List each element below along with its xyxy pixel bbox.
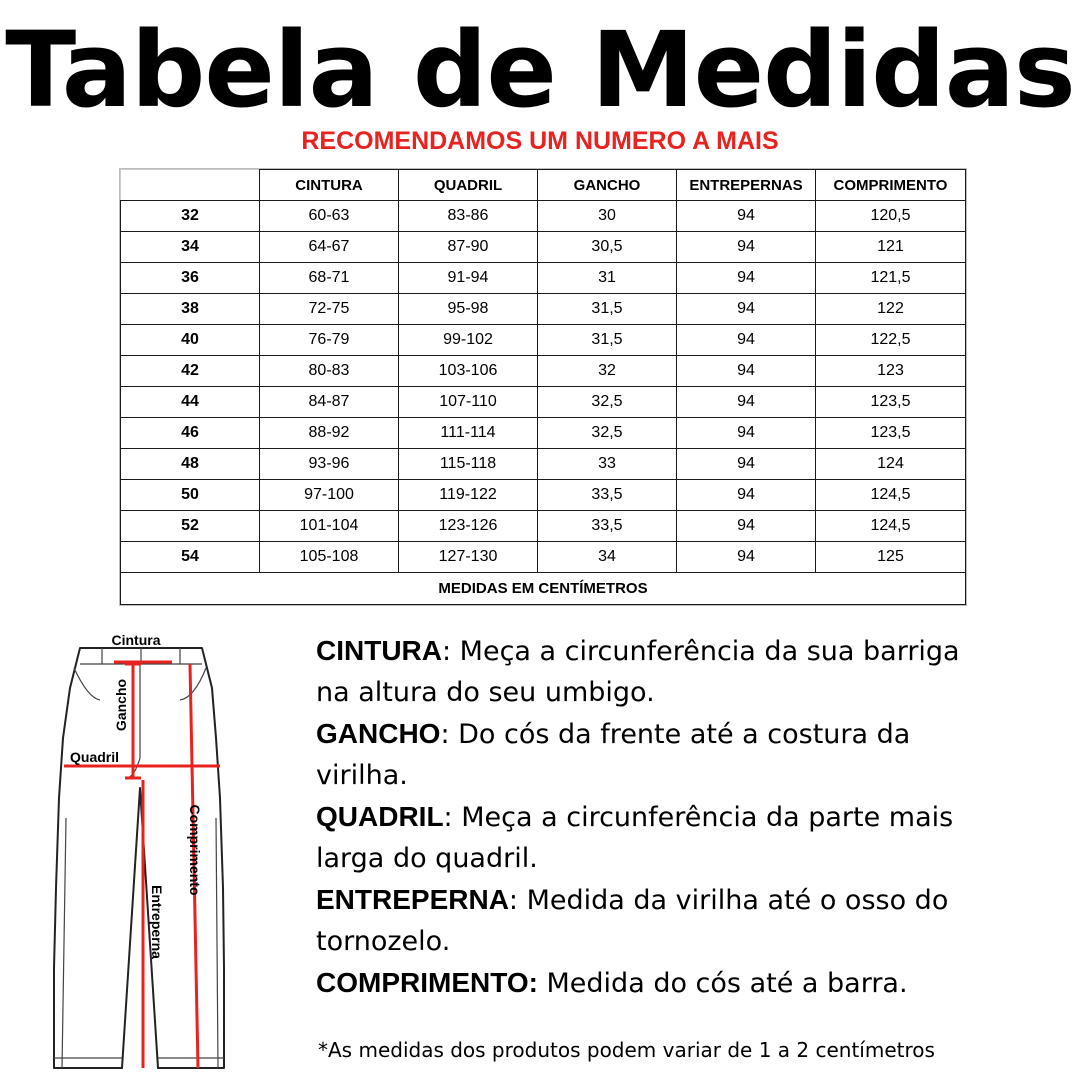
size-table — [120, 169, 966, 605]
guide-description: na altura do seu umbigo. — [316, 677, 655, 708]
table-row — [121, 542, 966, 573]
page-title: Tabela de Medidas — [5, 9, 1075, 131]
cell-entrepernas: 94 — [677, 325, 816, 356]
cell-quadril: 111-114 — [399, 418, 538, 449]
guide-term: CINTURA — [316, 635, 442, 666]
table-row — [121, 449, 966, 480]
cell-comprimento: 125 — [816, 542, 966, 573]
label-quadril: Quadril — [70, 749, 120, 765]
cell-comprimento: 124,5 — [816, 511, 966, 542]
guide-description: Medida do cós até a barra. — [537, 968, 908, 999]
table-row — [121, 356, 966, 387]
table-header-cintura: CINTURA — [260, 170, 399, 201]
cell-entrepernas: 94 — [677, 232, 816, 263]
cell-entrepernas: 94 — [677, 418, 816, 449]
guide-description: virilha. — [316, 760, 408, 791]
table-header-row — [121, 170, 966, 201]
cell-cintura: 76-79 — [260, 325, 399, 356]
cell-comprimento: 120,5 — [816, 201, 966, 232]
cell-comprimento: 124,5 — [816, 480, 966, 511]
cell-gancho: 31,5 — [538, 294, 677, 325]
guide-line — [316, 713, 1056, 755]
cell-entrepernas: 94 — [677, 201, 816, 232]
cell-quadril: 83-86 — [399, 201, 538, 232]
cell-quadril: 95-98 — [399, 294, 538, 325]
cell-entrepernas: 94 — [677, 449, 816, 480]
cell-size: 54 — [121, 542, 260, 573]
disclaimer-note: *As medidas dos produtos podem variar de 1 a 2 centímetros — [318, 1038, 935, 1062]
table-row — [121, 201, 966, 232]
cell-quadril: 127-130 — [399, 542, 538, 573]
guide-line — [316, 796, 1056, 838]
cell-cintura: 105-108 — [260, 542, 399, 573]
cell-gancho: 33 — [538, 449, 677, 480]
guide-line — [316, 672, 1056, 713]
cell-gancho: 33,5 — [538, 480, 677, 511]
cell-size: 44 — [121, 387, 260, 418]
cell-quadril: 119-122 — [399, 480, 538, 511]
guide-description: : Do cós da frente até a costura da — [440, 719, 911, 750]
cell-quadril: 91-94 — [399, 263, 538, 294]
cell-gancho: 31,5 — [538, 325, 677, 356]
cell-gancho: 32,5 — [538, 387, 677, 418]
cell-entrepernas: 94 — [677, 542, 816, 573]
measurement-guide — [316, 630, 1056, 1004]
cell-cintura: 101-104 — [260, 511, 399, 542]
guide-term: COMPRIMENTO: — [316, 967, 538, 998]
guide-description: tornozelo. — [316, 926, 451, 957]
cell-gancho: 30 — [538, 201, 677, 232]
cell-quadril: 87-90 — [399, 232, 538, 263]
cell-entrepernas: 94 — [677, 480, 816, 511]
cell-cintura: 68-71 — [260, 263, 399, 294]
guide-description: : Medida da virilha até o osso do — [508, 885, 949, 916]
table-row — [121, 480, 966, 511]
cell-comprimento: 123 — [816, 356, 966, 387]
guide-term: GANCHO — [316, 718, 441, 749]
cell-entrepernas: 94 — [677, 387, 816, 418]
cell-comprimento: 122 — [816, 294, 966, 325]
table-body — [121, 201, 966, 573]
cell-quadril: 103-106 — [399, 356, 538, 387]
table-row — [121, 294, 966, 325]
cell-gancho: 34 — [538, 542, 677, 573]
cell-comprimento: 123,5 — [816, 387, 966, 418]
table-header-corner — [121, 170, 260, 201]
cell-cintura: 97-100 — [260, 480, 399, 511]
pants-diagram — [30, 628, 280, 1073]
guide-line — [316, 838, 1056, 879]
label-cintura: Cintura — [111, 632, 161, 648]
cell-comprimento: 121,5 — [816, 263, 966, 294]
cell-size: 42 — [121, 356, 260, 387]
cell-gancho: 32,5 — [538, 418, 677, 449]
cell-entrepernas: 94 — [677, 263, 816, 294]
table-header-quadril: QUADRIL — [399, 170, 538, 201]
table-footer-row — [121, 573, 966, 605]
guide-line — [316, 630, 1056, 672]
cell-cintura: 60-63 — [260, 201, 399, 232]
label-entreperna: Entreperna — [149, 885, 165, 959]
table-row — [121, 325, 966, 356]
cell-size: 36 — [121, 263, 260, 294]
cell-quadril: 115-118 — [399, 449, 538, 480]
cell-comprimento: 124 — [816, 449, 966, 480]
cell-size: 48 — [121, 449, 260, 480]
table-row — [121, 418, 966, 449]
cell-size: 34 — [121, 232, 260, 263]
cell-quadril: 99-102 — [399, 325, 538, 356]
cell-comprimento: 121 — [816, 232, 966, 263]
cell-size: 38 — [121, 294, 260, 325]
table-footer-units: MEDIDAS EM CENTÍMETROS — [121, 573, 966, 605]
cell-comprimento: 122,5 — [816, 325, 966, 356]
cell-cintura: 72-75 — [260, 294, 399, 325]
table-row — [121, 263, 966, 294]
guide-description: larga do quadril. — [316, 843, 538, 874]
table-row — [121, 387, 966, 418]
guide-term: QUADRIL — [316, 801, 444, 832]
cell-gancho: 30,5 — [538, 232, 677, 263]
table-header-comprimento: COMPRIMENTO — [816, 170, 966, 201]
cell-size: 46 — [121, 418, 260, 449]
cell-cintura: 93-96 — [260, 449, 399, 480]
cell-cintura: 80-83 — [260, 356, 399, 387]
cell-cintura: 64-67 — [260, 232, 399, 263]
guide-description: : Meça a circunferência da parte mais — [443, 802, 954, 833]
cell-size: 52 — [121, 511, 260, 542]
cell-entrepernas: 94 — [677, 294, 816, 325]
cell-gancho: 31 — [538, 263, 677, 294]
cell-cintura: 88-92 — [260, 418, 399, 449]
cell-cintura: 84-87 — [260, 387, 399, 418]
guide-term: ENTREPERNA — [316, 884, 509, 915]
cell-gancho: 33,5 — [538, 511, 677, 542]
table-header-gancho: GANCHO — [538, 170, 677, 201]
guide-line — [316, 879, 1056, 921]
label-gancho: Gancho — [113, 678, 129, 732]
guide-description: : Meça a circunferência da sua barriga — [442, 636, 960, 667]
recommendation-banner: RECOMENDAMOS UM NUMERO A MAIS — [301, 127, 779, 155]
table-header-entrepernas: ENTREPERNAS — [677, 170, 816, 201]
cell-size: 50 — [121, 480, 260, 511]
cell-gancho: 32 — [538, 356, 677, 387]
table-row — [121, 511, 966, 542]
guide-line — [316, 962, 1056, 1004]
cell-entrepernas: 94 — [677, 511, 816, 542]
cell-entrepernas: 94 — [677, 356, 816, 387]
cell-quadril: 123-126 — [399, 511, 538, 542]
cell-comprimento: 123,5 — [816, 418, 966, 449]
cell-quadril: 107-110 — [399, 387, 538, 418]
label-comprimento: Comprimento — [187, 804, 203, 896]
table-row — [121, 232, 966, 263]
guide-line — [316, 755, 1056, 796]
guide-line — [316, 921, 1056, 962]
cell-size: 40 — [121, 325, 260, 356]
cell-size: 32 — [121, 201, 260, 232]
